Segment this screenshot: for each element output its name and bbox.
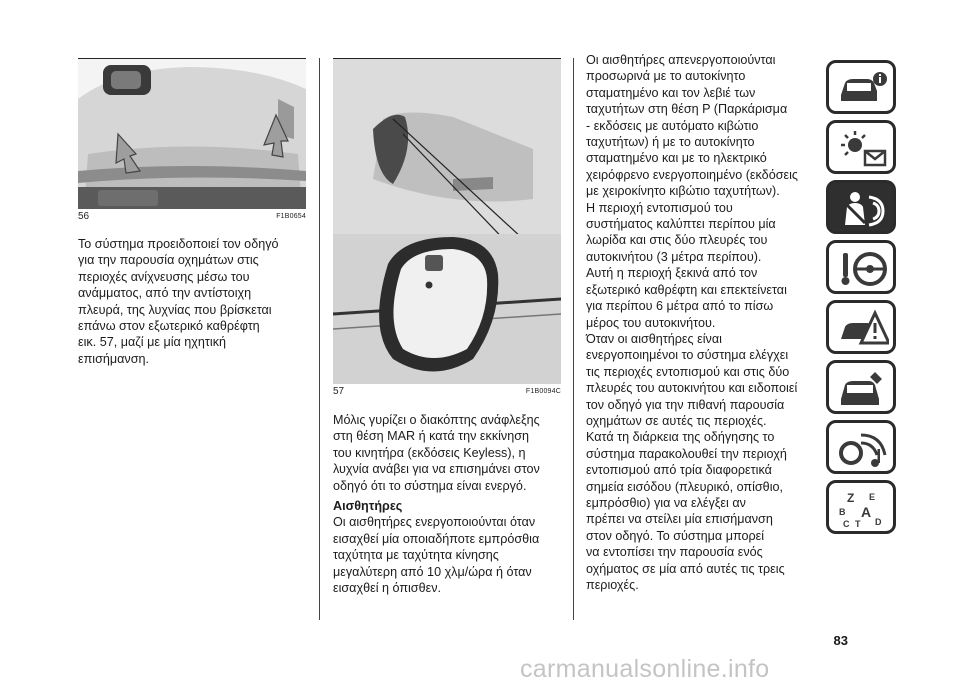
paragraph: Οι αισθητήρες απενεργοποιούνται προσωρινά με το αυτοκίνητο σταματημένο και τον λεβιέ των ταχυτήτων στη θέση P (Παρκάρισμα - εκδόσεις με αυτόματο κιβώτιο ταχυτήτων) ή με το αυτοκίνητο σταματημένο και με το ηλεκτρικό χειρόφρενο ενεργοποιημένο (εκδόσεις με χειροκίνητο κιβώτιο ταχυτήτων). <box>586 53 798 199</box>
paragraph: Η περιοχή εντοπισμού του συστήματος καλύπτει περίπου μία λωρίδα και στις δύο πλευρές του αυτοκινήτου (3 μέτρα περίπου). <box>586 200 776 264</box>
page-number: 83 <box>833 633 848 648</box>
chapter-tab-starting-driving[interactable] <box>826 240 896 294</box>
paragraph: Αυτή η περιοχή ξεκινά από τον εξωτερικό καθρέφτη και επεκτείνεται για περίπου 6 μέτρα από το πίσω μέρος του αυτοκινήτου. <box>586 266 787 330</box>
column-3-text <box>586 52 822 593</box>
column-divider-1 <box>319 58 320 620</box>
chapter-tab-index[interactable] <box>826 480 896 534</box>
figure-56-number: 56 <box>78 211 90 222</box>
index-letter: B <box>839 507 846 517</box>
steering-wheel-key-icon <box>837 249 889 289</box>
watermark: carmanualsonline.info <box>520 655 770 683</box>
figure-56-caption <box>78 211 306 222</box>
paragraph: Οι αισθητήρες ενεργοποιούνται όταν εισαχθεί μία οποιαδήποτε εμπρόσθια ταχύτητα με ταχύτητα κίνησης μεγαλύτερη από 10 χλμ/ώρα ή όταν εισαχθεί η όπισθεν. <box>333 515 540 596</box>
index-letter: T <box>855 519 861 529</box>
warning-lights-message-icon <box>837 129 889 169</box>
column-1-text <box>78 236 310 367</box>
car-info-icon <box>837 69 889 109</box>
column-divider-2 <box>573 58 574 620</box>
car-media-icon <box>837 429 889 469</box>
index-letters-icon <box>837 489 889 529</box>
chapter-tabs <box>826 60 902 540</box>
figure-56-code: F1B0654 <box>276 213 306 220</box>
figure-57-mirror <box>333 58 561 384</box>
section-heading: Αισθητήρες <box>333 499 403 514</box>
figure-56-rear-car <box>78 58 306 209</box>
figure-57-code: F1B0094C <box>525 388 561 395</box>
figure-57-number: 57 <box>333 386 345 397</box>
chapter-tab-safety[interactable] <box>826 180 896 234</box>
chapter-tab-warning-lights[interactable] <box>826 120 896 174</box>
side-mirror-illustration <box>333 59 561 384</box>
paragraph: Μόλις γυρίζει ο διακόπτης ανάφλεξης στη θέση MAR ή κατά την εκκίνηση του κινητήρα (εκδόσεις Keyless), η λυχνία ανάβει για να επισημάνει στον οδηγό ότι το σύστημα είναι ενεργό. <box>333 413 540 493</box>
chapter-tab-car-info[interactable] <box>826 60 896 114</box>
index-letter: Z <box>847 491 855 505</box>
paragraph: Όταν οι αισθητήρες είναι ενεργοποιημένοι το σύστημα ελέγχει τις περιοχές εντοπισμού και στις δύο πλευρές του αυτοκινήτου και ειδοποιεί τον οδηγό για την πιθανή παρουσία οχημάτων σε αυτές τις περιοχές. <box>586 331 798 428</box>
index-letter: E <box>869 492 876 502</box>
seat-belt-airbag-icon <box>837 189 889 229</box>
chapter-tab-multimedia[interactable] <box>826 420 896 474</box>
index-letter: A <box>861 504 872 520</box>
column-2-text <box>333 412 568 596</box>
rear-car-illustration <box>78 59 306 209</box>
paragraph: Κατά τη διάρκεια της οδήγησης το σύστημα παρακολουθεί την περιοχή εντοπισμού από τρία διαφορετικά σημεία εισόδου (πλευρικό, οπίσθιο, εμπρόσθιο) για να ελέγξει αν πρέπει να στείλει μία επισήμανση στον οδηγό. Το σύστημα μπορεί να εντοπίσει την παρουσία ενός οχήματος σε μία από αυτές τις τρεις περιοχές. <box>586 430 787 592</box>
chapter-tab-maintenance[interactable] <box>826 360 896 414</box>
index-letter: D <box>875 517 882 527</box>
warning-triangle-icon <box>837 309 889 349</box>
chapter-tab-emergency[interactable] <box>826 300 896 354</box>
car-service-icon <box>837 369 889 409</box>
paragraph: Το σύστημα προειδοποιεί τον οδηγό για την παρουσία οχημάτων στις περιοχές ανίχνευσης μέσω του ανάμματος, από την αντίστοιχη πλευρά, της λυχνίας που βρίσκεται επάνω στον εξωτερικό καθρέφτη εικ. 57, μαζί με μία ηχητική επισήμανση. <box>78 237 279 366</box>
figure-57-caption <box>333 386 561 397</box>
index-letter: C <box>843 519 850 529</box>
